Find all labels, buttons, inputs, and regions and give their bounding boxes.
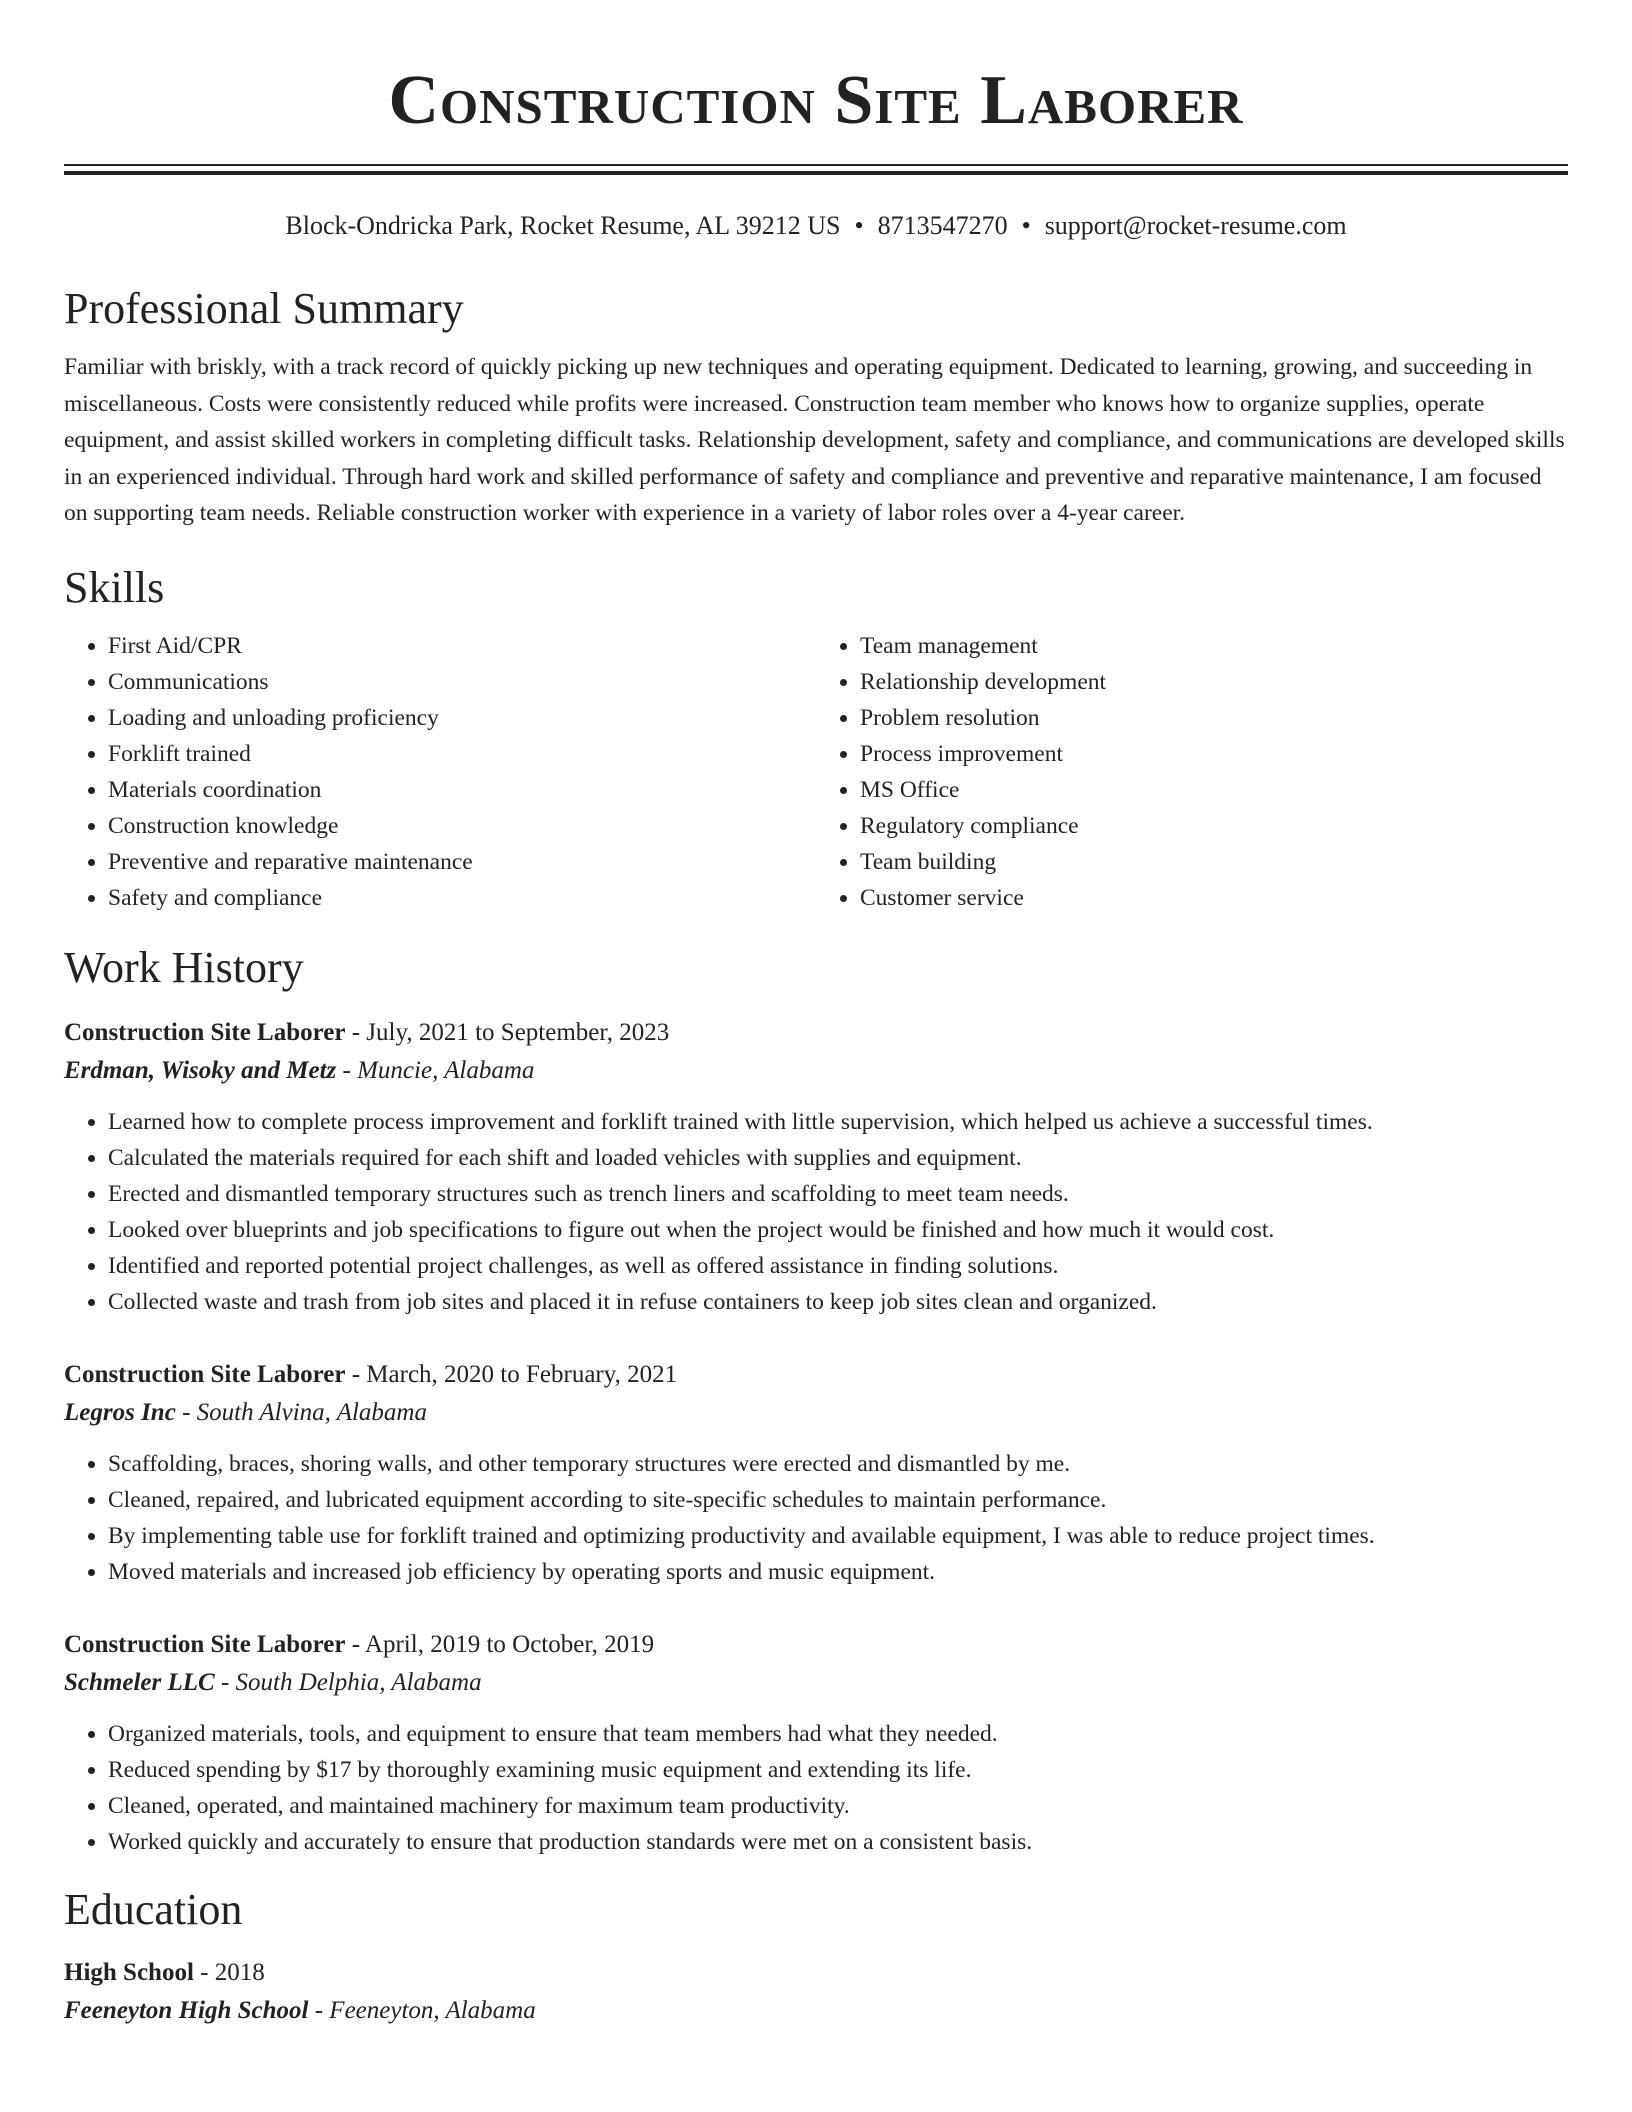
job-duty-item: • Identified and reported potential project challenges, as well as offered assistance in finding solutions. [108,1248,1568,1284]
skill-item: • Construction knowledge [108,808,816,844]
education-heading: Education [64,1884,243,1934]
work-history-heading: Work History [64,942,304,992]
job-duty-item: • Calculated the materials required for each shift and loaded vehicles with supplies and equipment. [108,1140,1568,1176]
job-duty-item: • Worked quickly and accurately to ensure that production standards were met on a consistent basis. [108,1824,1568,1860]
job-dates: - July, 2021 to September, 2023 [345,1018,670,1046]
education-degree-line [64,1954,1568,1992]
skill-item: • First Aid/CPR [108,628,816,664]
job-dates: - April, 2019 to October, 2019 [345,1630,655,1658]
job-role: Construction Site Laborer [64,1630,346,1658]
contact-phone: 8713547270 [877,211,1008,240]
skill-item: • Team management [860,628,1568,664]
job-company: Erdman, Wisoky and Metz [64,1056,337,1084]
contact-separator: • [854,211,864,240]
job-duty-item: • Organized materials, tools, and equipment to ensure that team members had what they needed. [108,1716,1568,1752]
education-entry [64,1954,1568,2030]
contact-line [64,209,1568,243]
job-location: - South Delphia, Alabama [214,1668,482,1696]
job-entry [64,1356,1568,1590]
skills-heading: Skills [64,562,165,612]
job-duty-item: • Erected and dismantled temporary structures such as trench liners and scaffolding to meet team needs. [108,1176,1568,1212]
job-title-line [64,1356,1568,1394]
skill-item: • Communications [108,664,816,700]
job-title-line [64,1014,1568,1052]
job-duty-item: • By implementing table use for forklift trained and optimizing productivity and available equipment, I was able to reduce project times. [108,1518,1568,1554]
skill-item: • Safety and compliance [108,880,816,916]
skill-item: • Forklift trained [108,736,816,772]
education-school-line [64,1992,1568,2030]
job-location: - South Alvina, Alabama [175,1398,427,1426]
job-company: Schmeler LLC [64,1668,215,1696]
header-divider [64,164,1568,175]
skill-item: • Regulatory compliance [860,808,1568,844]
job-duty-item: • Moved materials and increased job efficiency by operating sports and music equipment. [108,1554,1568,1590]
job-duty-item: • Cleaned, repaired, and lubricated equipment according to site-specific schedules to maintain performance. [108,1482,1568,1518]
summary-text: Familiar with briskly, with a track record of quickly picking up new techniques and operating equipment. Dedicated to learning, growing, and succeeding in miscellaneous. Costs were consistently reduced while profits were increased. Construction team member who knows how to organize supplies, operate equipment, and assist skilled workers in completing difficult tasks. Relationship development, safety and compliance, and communications are developed skills in an experienced individual. Through hard work and skilled performance of safety and compliance and preventive and reparative maintenance, I am focused on supporting team needs. Reliable construction worker with experience in a variety of labor roles over a 4-year career. [64,354,1565,526]
job-company-line [64,1664,1568,1702]
job-dates: - March, 2020 to February, 2021 [345,1360,678,1388]
skill-item: • Team building [860,844,1568,880]
job-entry [64,1014,1568,1320]
job-entry [64,1626,1568,1860]
job-duty-item: • Learned how to complete process improvement and forklift trained with little supervision, which helped us achieve a successful times. [108,1104,1568,1140]
job-company: Legros Inc [64,1398,176,1426]
job-company-line [64,1394,1568,1432]
job-duties-list [64,1104,1568,1320]
skills-column-right [816,628,1568,916]
skill-item: • Process improvement [860,736,1568,772]
job-duty-item: • Collected waste and trash from job sites and placed it in refuse containers to keep job sites clean and organized. [108,1284,1568,1320]
job-title-line [64,1626,1568,1664]
job-duty-item: • Looked over blueprints and job specifications to figure out when the project would be finished and how much it would cost. [108,1212,1568,1248]
skill-item: • Materials coordination [108,772,816,808]
skill-item: • Loading and unloading proficiency [108,700,816,736]
skill-item: • Preventive and reparative maintenance [108,844,816,880]
job-role: Construction Site Laborer [64,1360,346,1388]
job-company-line [64,1052,1568,1090]
education-year: - 2018 [193,1958,265,1986]
education-degree: High School [64,1958,194,1986]
skill-item: • Relationship development [860,664,1568,700]
job-duty-item: • Cleaned, operated, and maintained machinery for maximum team productivity. [108,1788,1568,1824]
job-duties-list [64,1446,1568,1590]
job-duty-item: • Reduced spending by $17 by thoroughly examining music equipment and extending its life. [108,1752,1568,1788]
contact-email: support@rocket-resume.com [1044,211,1347,240]
resume-name-title: Construction Site Laborer [388,62,1244,139]
contact-separator: • [1021,211,1031,240]
education-school: Feeneyton High School [64,1996,309,2024]
skill-item: • MS Office [860,772,1568,808]
summary-heading: Professional Summary [64,284,464,333]
skill-item: • Problem resolution [860,700,1568,736]
skills-list [64,628,1568,916]
job-role: Construction Site Laborer [64,1018,346,1046]
education-location: - Feeneyton, Alabama [308,1996,536,2024]
job-duties-list [64,1716,1568,1860]
job-duty-item: • Scaffolding, braces, shoring walls, and other temporary structures were erected and dismantled by me. [108,1446,1568,1482]
skills-column-left [64,628,816,916]
contact-address: Block-Ondricka Park, Rocket Resume, AL 39212 US [285,211,841,240]
job-location: - Muncie, Alabama [336,1056,535,1084]
skill-item: • Customer service [860,880,1568,916]
